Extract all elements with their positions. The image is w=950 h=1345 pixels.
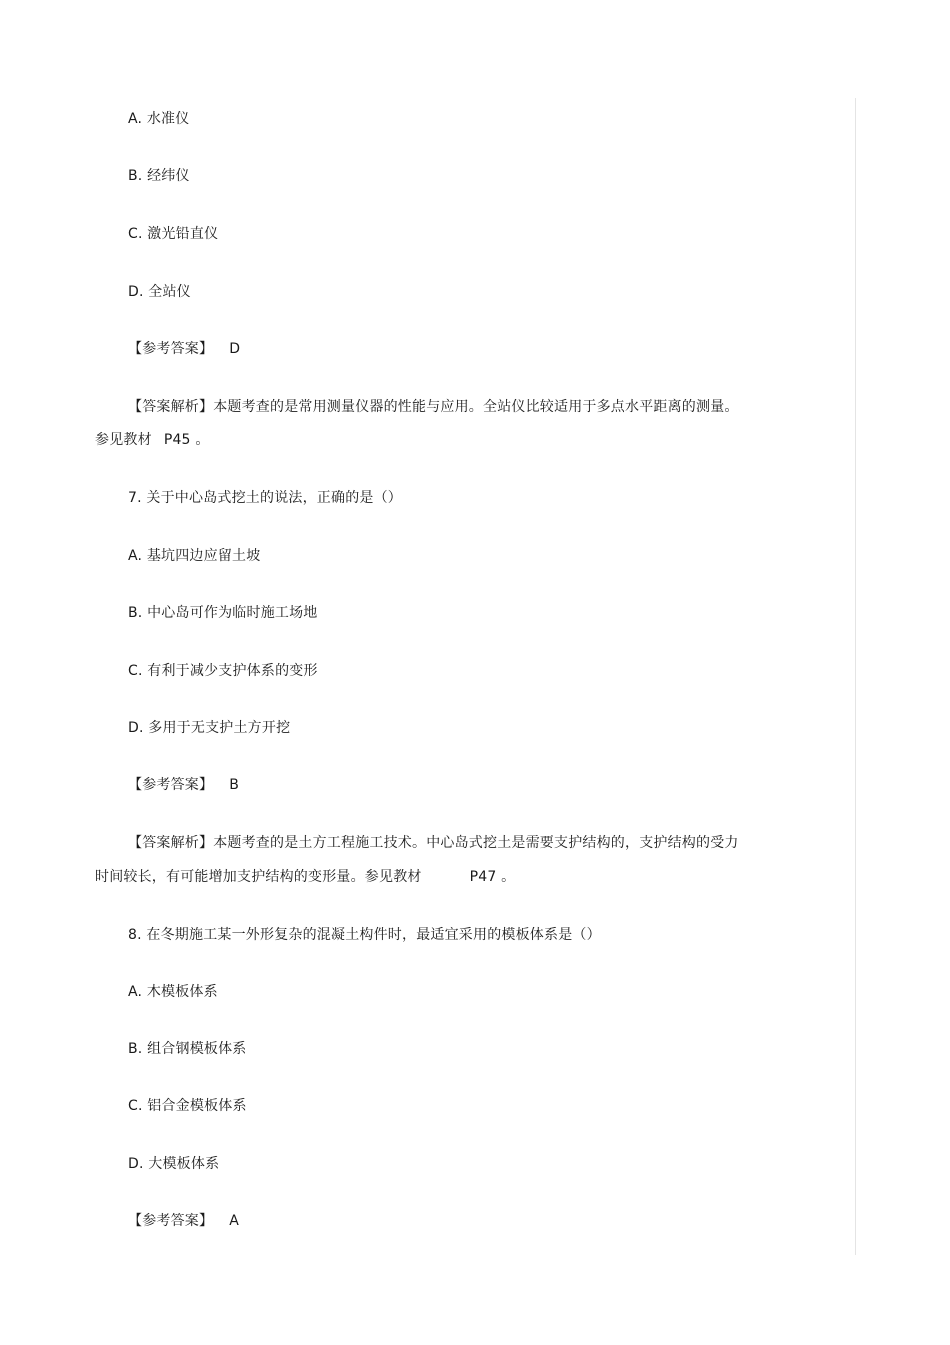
q7-option-a: A. 基坑四边应留土坡 [128, 548, 261, 564]
q6-analysis-line-2 [95, 430, 210, 450]
q6-analysis-line-1: 【答案解析】本题考查的是常用测量仪器的性能与应用。全站仪比较适用于多点水平距离的测量。 [128, 399, 739, 415]
q7-option-b: B. 中心岛可作为临时施工场地 [128, 605, 318, 621]
q8-option-b: B. 组合钢模板体系 [128, 1041, 247, 1057]
q7-answer-value: B [229, 777, 240, 793]
q6-option-a: A. 水准仪 [128, 111, 190, 127]
q8-answer-label: 【参考答案】 [128, 1213, 214, 1229]
q7-option-d: D. 多用于无支护土方开挖 [128, 720, 291, 736]
q7-option-c: C. 有利于减少支护体系的变形 [128, 663, 318, 679]
q8-answer [128, 1211, 239, 1231]
q8-option-a: A. 木模板体系 [128, 984, 218, 1000]
q6-option-b: B. 经纬仪 [128, 168, 190, 184]
q7-analysis-ref: P47 。 [469, 869, 516, 885]
q6-analysis-ref: P45 。 [163, 432, 210, 448]
q6-option-c: C. 激光铅直仪 [128, 226, 219, 242]
q6-answer [128, 339, 240, 359]
q8-question: 8. 在冬期施工某一外形复杂的混凝土构件时，最适宜采用的模板体系是（） [128, 927, 601, 943]
q8-option-d: D. 大模板体系 [128, 1156, 220, 1172]
q7-analysis-line-1: 【答案解析】本题考查的是土方工程施工技术。中心岛式挖土是需要支护结构的，支护结构的受力 [128, 835, 739, 851]
q8-answer-value: A [229, 1213, 239, 1229]
q8-option-c: C. 铝合金模板体系 [128, 1098, 247, 1114]
q7-answer-label: 【参考答案】 [128, 777, 214, 793]
q6-option-d: D. 全站仪 [128, 284, 191, 300]
q6-answer-label: 【参考答案】 [128, 341, 214, 357]
q7-question: 7. 关于中心岛式挖土的说法，正确的是（） [128, 490, 403, 506]
q7-analysis-text: 时间较长，有可能增加支护结构的变形量。参见教材 [95, 869, 422, 885]
q6-analysis-text: 参见教材 [95, 432, 152, 448]
q7-analysis-line-2 [95, 867, 515, 887]
q6-answer-value: D [229, 341, 241, 357]
page-right-border [855, 98, 856, 1255]
q7-answer [128, 775, 239, 795]
